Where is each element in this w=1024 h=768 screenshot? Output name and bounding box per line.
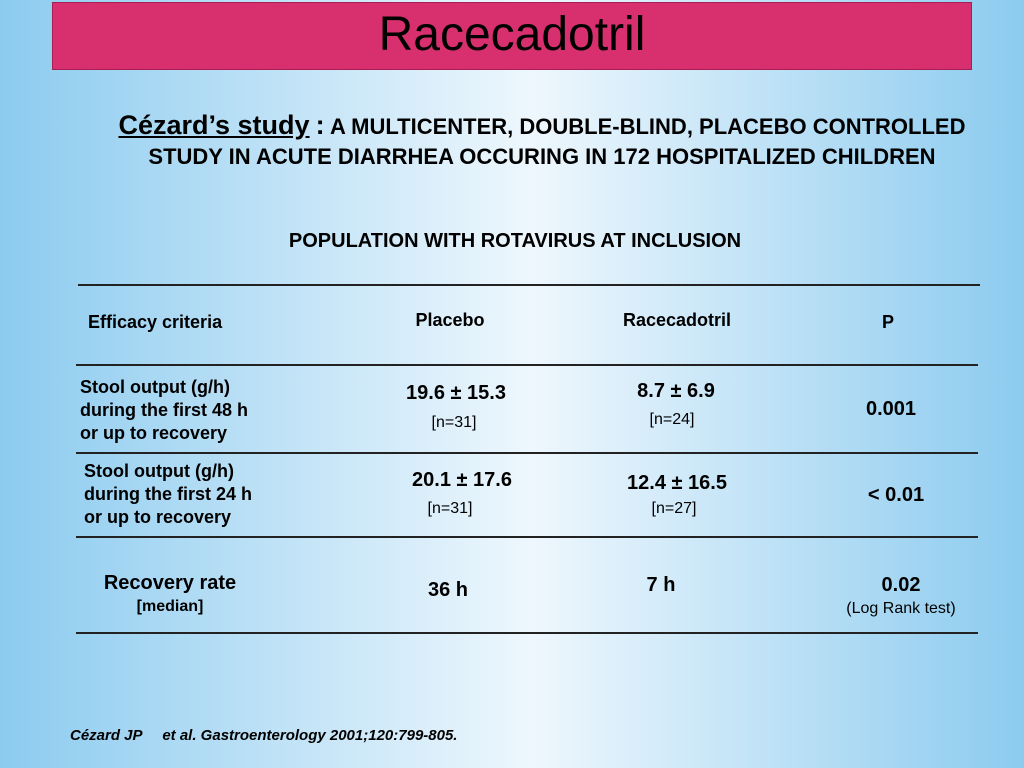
row1-racecadotril-n: [n=24] (649, 411, 695, 428)
table-rule-row1 (76, 452, 978, 454)
study-colon: : (315, 110, 325, 140)
citation (70, 727, 457, 744)
header-efficacy-criteria: Efficacy criteria (88, 312, 223, 332)
table-rule-header (76, 364, 978, 366)
row3-criteria-main: Recovery rate (103, 572, 237, 594)
row3-p-note: (Log Rank test) (846, 600, 956, 617)
row3-p-value: 0.02 (881, 574, 921, 596)
citation-reference: et al. Gastroenterology 2001;120:799-805. (162, 727, 458, 744)
row2-placebo-value: 20.1 ± 17.6 (412, 469, 512, 491)
row2-racecadotril-n: [n=27] (651, 500, 697, 517)
row1-placebo-n: [n=31] (431, 414, 477, 431)
citation-authors: Cézard JP (70, 727, 142, 744)
slide-title: Racecadotril (378, 8, 646, 61)
header-p: P (881, 312, 894, 332)
table-rule-row2 (76, 536, 978, 538)
table-rule-top (78, 284, 980, 286)
table-row-criteria: Stool output (g/h) during the first 48 h or up to recovery (80, 377, 249, 443)
row1-placebo-value: 19.6 ± 15.3 (406, 382, 506, 404)
row1-p-value: 0.001 (865, 398, 917, 420)
population-subtitle: POPULATION WITH ROTAVIRUS AT INCLUSION (288, 230, 742, 252)
row3-criteria-sub: [median] (136, 598, 204, 615)
row2-p-value: < 0.01 (867, 484, 925, 506)
study-design: A MULTICENTER, DOUBLE-BLIND, PLACEBO CONTROLLED STUDY IN ACUTE DIARRHEA OCCURING IN 172 HOSPITALIZED CHILDREN (148, 114, 966, 169)
row2-placebo-n: [n=31] (427, 500, 473, 517)
row2-racecadotril-value: 12.4 ± 16.5 (627, 472, 727, 494)
row3-racecadotril-value: 7 h (646, 574, 676, 596)
table-rule-bottom (76, 632, 978, 634)
study-description (110, 110, 974, 172)
header-placebo: Placebo (415, 310, 485, 330)
row1-racecadotril-value: 8.7 ± 6.9 (637, 380, 715, 402)
header-racecadotril: Racecadotril (622, 310, 732, 330)
table-row-criteria: Stool output (g/h) during the first 24 h or up to recovery (84, 461, 253, 527)
study-name: Cézard’s study (118, 110, 310, 140)
row3-placebo-value: 36 h (427, 579, 469, 601)
